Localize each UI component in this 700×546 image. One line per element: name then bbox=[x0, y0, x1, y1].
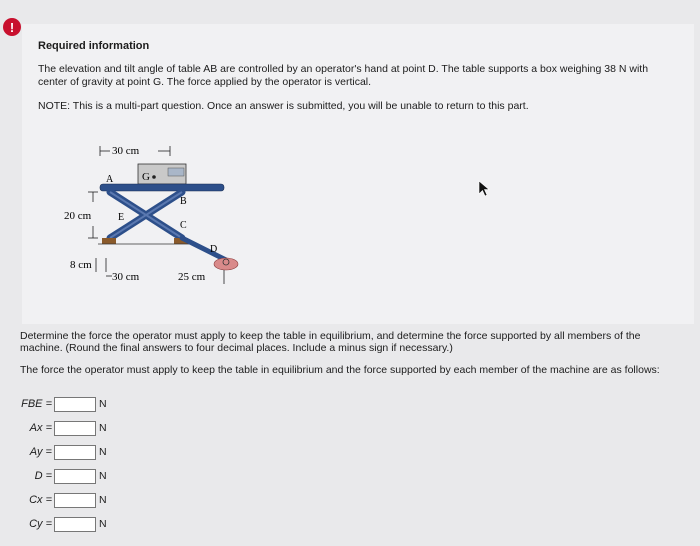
Ax-input[interactable] bbox=[54, 421, 96, 436]
answer-row-Ax bbox=[4, 420, 107, 436]
unit-label: N bbox=[99, 518, 107, 530]
machine-figure bbox=[58, 140, 258, 290]
dim-bottom-2-label: 25 cm bbox=[178, 271, 206, 283]
answer-row-Cy bbox=[4, 516, 107, 532]
dim-small-label: 8 cm bbox=[70, 259, 92, 271]
D-input[interactable] bbox=[54, 469, 96, 484]
dim-left-label: 20 cm bbox=[64, 210, 92, 222]
answer-row-Ay bbox=[4, 444, 107, 460]
label-B: B bbox=[180, 196, 187, 207]
answer-label: Cy = bbox=[29, 518, 52, 530]
panel-title: Required information bbox=[38, 40, 150, 52]
mouse-cursor-icon bbox=[478, 180, 492, 198]
answer-label: FBE = bbox=[21, 398, 52, 410]
answer-label: Ay = bbox=[29, 446, 52, 458]
unit-label: N bbox=[99, 470, 107, 482]
unit-label: N bbox=[99, 422, 107, 434]
unit-label: N bbox=[99, 398, 107, 410]
question-prompt: Determine the force the operator must apply to keep the table in equilibrium, and determine the force supported by all members of the machine. (Round the final answers to four decimal places. Include a minus sign if necessary.) bbox=[20, 330, 641, 354]
operator-hand bbox=[214, 258, 238, 270]
answer-row-FBE bbox=[4, 396, 107, 412]
answer-label: Cx = bbox=[29, 494, 52, 506]
unit-label: N bbox=[99, 494, 107, 506]
dim-bottom-1-label: 30 cm bbox=[112, 271, 140, 283]
multi-part-note: NOTE: This is a multi-part question. Once an answer is submitted, you will be unable to return to this part. bbox=[38, 100, 529, 112]
question-lead-in: The force the operator must apply to keep the table in equilibrium and the force supported by each member of the machine are as follows: bbox=[20, 364, 660, 376]
answer-label: Ax = bbox=[29, 422, 52, 434]
label-E: E bbox=[118, 212, 125, 223]
problem-description: The elevation and tilt angle of table AB are controlled by an operator's hand at point D. The table supports a box weighing 38 N with center of gravity at point G. The force applied by the operator is vertical. bbox=[38, 63, 649, 88]
label-A: A bbox=[106, 174, 114, 185]
unit-label: N bbox=[99, 446, 107, 458]
answer-label: D = bbox=[34, 470, 52, 482]
label-G: G bbox=[142, 171, 150, 183]
answer-row-Cx bbox=[4, 492, 107, 508]
label-D: D bbox=[210, 244, 218, 255]
Ay-input[interactable] bbox=[54, 445, 96, 460]
table-AB bbox=[100, 184, 224, 191]
dim-top-label: 30 cm bbox=[112, 145, 140, 157]
alert-icon: ! bbox=[3, 18, 21, 36]
Cy-input[interactable] bbox=[54, 517, 96, 532]
answer-row-D bbox=[4, 468, 107, 484]
FBE-input[interactable] bbox=[54, 397, 96, 412]
label-C: C bbox=[180, 220, 187, 231]
Cx-input[interactable] bbox=[54, 493, 96, 508]
